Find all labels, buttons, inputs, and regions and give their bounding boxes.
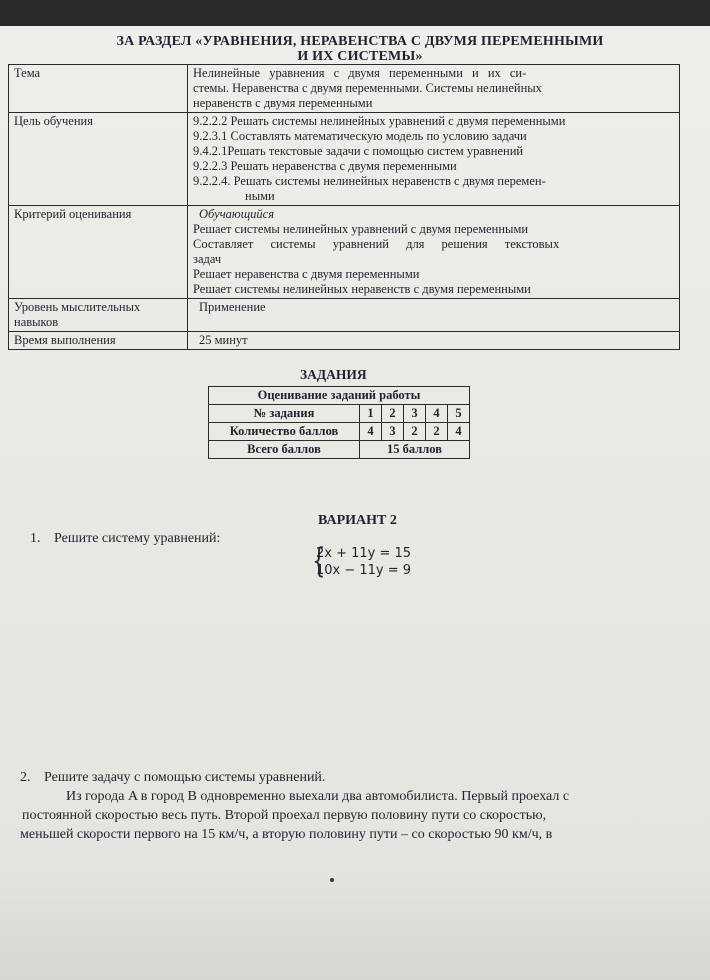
total-label: Всего баллов: [209, 441, 360, 459]
task-1-number: 1.: [30, 531, 41, 546]
worksheet-page: [0, 26, 710, 980]
variant-heading: ВАРИАНТ 2: [318, 513, 397, 528]
topic-label: Тема: [9, 65, 188, 113]
task-2-line: Из города A в город B одновременно выехали два автомобилиста. Первый проехал с: [66, 789, 570, 804]
time-label: Время выполнения: [9, 332, 188, 350]
page-shadow: [0, 860, 710, 980]
criteria-line: Составляет системы уравнений для решения текстовых: [193, 237, 560, 251]
section-title-line1: ЗА РАЗДЕЛ «УРАВНЕНИЯ, НЕРАВЕНСТВА С ДВУМЯ ПЕРЕМЕННЫМИ: [116, 34, 604, 49]
criteria-line: Решает неравенства с двумя переменными: [193, 267, 420, 281]
task-number-cell: 5: [448, 405, 470, 423]
topic-line: стемы. Неравенства с двумя переменными. Системы нелинейных: [193, 81, 542, 95]
task-number-cell: 3: [404, 405, 426, 423]
points-cell: 3: [382, 423, 404, 441]
lesson-info-table: [8, 64, 680, 350]
criteria-value: [188, 206, 680, 299]
level-value-text: Применение: [199, 300, 266, 314]
grading-table: [208, 386, 470, 459]
topic-line: неравенств с двумя переменными: [193, 96, 373, 110]
task-number-cell: 4: [426, 405, 448, 423]
time-row: [9, 332, 680, 350]
total-value: 15 баллов: [360, 441, 470, 459]
task-1-text: Решите систему уравнений:: [54, 531, 221, 546]
task-1: [30, 531, 220, 547]
goal-line: 9.2.2.2 Решать системы нелинейных уравнений с двумя переменными: [193, 114, 566, 128]
tasks-heading: ЗАДАНИЯ: [300, 367, 367, 382]
grading-task-row: [209, 405, 470, 423]
goal-line: 9.2.2.4. Решать системы нелинейных неравенств с двумя перемен-: [193, 174, 546, 188]
time-value-text: 25 минут: [199, 333, 248, 347]
level-label: [9, 299, 188, 332]
goal-line: 9.2.2.3 Решать неравенства с двумя переменными: [193, 159, 457, 173]
equation-system: [308, 541, 412, 581]
points-cell: 2: [426, 423, 448, 441]
level-row: [9, 299, 680, 332]
time-value: [188, 332, 680, 350]
goal-label: Цель обучения: [9, 113, 188, 206]
criteria-subhead: Обучающийся: [199, 207, 275, 221]
points-cell: 2: [404, 423, 426, 441]
task-2: [20, 768, 680, 844]
goal-line: 9.2.3.1 Составлять математическую модель по условию задачи: [193, 129, 527, 143]
points-cell: 4: [360, 423, 382, 441]
task-number-cell: 2: [382, 405, 404, 423]
equation-1: 2x + 11y = 15: [316, 546, 412, 561]
task-number-cell: 1: [360, 405, 382, 423]
criteria-line: задач: [193, 252, 222, 266]
task-2-line: постоянной скоростью весь путь. Второй проехал первую половину пути со скоростью,: [22, 808, 547, 823]
grading-total-row: [209, 441, 470, 459]
criteria-row: [9, 206, 680, 299]
task-2-text: Решите задачу с помощью системы уравнений.: [44, 770, 326, 785]
grading-caption: Оценивание заданий работы: [209, 387, 470, 405]
topic-row: [9, 65, 680, 113]
criteria-line: Решает системы нелинейных неравенств с двумя переменными: [193, 282, 531, 296]
goal-line: 9.4.2.1Решать текстовые задачи с помощью систем уравнений: [193, 144, 524, 158]
grading-caption-row: [209, 387, 470, 405]
topic-line: Нелинейные уравнения с двумя переменными и их си-: [193, 66, 527, 80]
task-2-number: 2.: [20, 770, 31, 785]
points-cell: 4: [448, 423, 470, 441]
topic-value: [188, 65, 680, 113]
equations: [316, 545, 411, 579]
level-value: [188, 299, 680, 332]
level-label-text: Уровень мыслительных навыков: [14, 300, 141, 329]
task-2-line: меньшей скорости первого на 15 км/ч, а вторую половину пути – со скоростью 90 км/ч, в: [20, 827, 553, 842]
goal-row: [9, 113, 680, 206]
points-label: Количество баллов: [209, 423, 360, 441]
task-number-label: № задания: [209, 405, 360, 423]
grading-points-row: [209, 423, 470, 441]
system-brace: {: [312, 541, 326, 581]
equation-2: 10x − 11y = 9: [316, 563, 412, 578]
criteria-line: Решает системы нелинейных уравнений с двумя переменными: [193, 222, 529, 236]
section-title-line2: И ИХ СИСТЕМЫ»: [297, 49, 423, 64]
criteria-label: Критерий оценивания: [9, 206, 188, 299]
goal-value: [188, 113, 680, 206]
goal-line: ными: [245, 189, 275, 203]
